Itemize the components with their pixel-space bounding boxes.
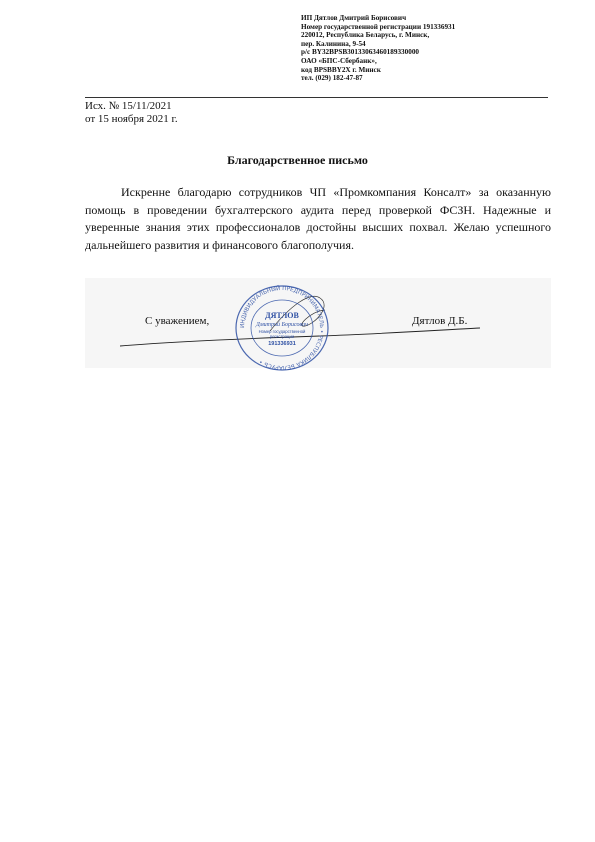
outgoing-date: от 15 ноября 2021 г. <box>85 113 178 125</box>
sender-bank: ОАО «БПС-Сбербанк», <box>301 56 377 65</box>
sender-requisites <box>301 14 561 83</box>
stamp-surname: ДЯТЛОВ <box>265 311 299 320</box>
sender-account: р/с BY32BPSB30133063460189330000 <box>301 48 420 57</box>
stamp-reg-number: 191336931 <box>268 341 296 347</box>
letter-title: Благодарственное письмо <box>227 153 368 167</box>
stamp-fullname: Дмитрий Борисович <box>256 322 308 328</box>
signatory-name: Дятлов Д.Б. <box>412 315 468 327</box>
sender-name: ИП Дятлов Дмитрий Борисович <box>301 14 407 22</box>
sender-address-city: 220012, Республика Беларусь, г. Минск, <box>301 31 430 40</box>
outgoing-number: Исх. № 15/11/2021 <box>85 100 172 112</box>
official-stamp <box>232 283 332 373</box>
closing-regards: С уважением, <box>145 315 210 327</box>
stamp-reg-label-1: Номер государственной <box>258 329 306 334</box>
sender-address-street: пер. Калинина, 9-54 <box>301 39 366 48</box>
header-divider <box>85 97 548 98</box>
sender-phone: тел. (029) 182-47-87 <box>301 74 363 83</box>
letter-body: Искренне благодарю сотрудников ЧП «Промкомпания Консалт» за оказанную помощь в проведении бухгалтерского аудита перед проверкой ФСЗН. Надежные и уверенные знания этих профессионалов достойны высших похвал. Желаю успешного дальнейшего развития и финансового благополучия. <box>85 185 551 252</box>
stamp-ring-text: ИНДИВИДУАЛЬНЫЙ ПРЕДПРИНИМАТЕЛЬ • РЕСПУБЛИКА БЕЛАРУСЬ • <box>239 285 325 371</box>
stamp-reg-label-2: регистрации <box>269 334 295 339</box>
outgoing-reference <box>85 100 178 126</box>
sender-bank-code: код BPSBBY2X г. Минск <box>301 65 381 74</box>
sender-registration: Номер государственной регистрации 191336931 <box>301 22 456 31</box>
